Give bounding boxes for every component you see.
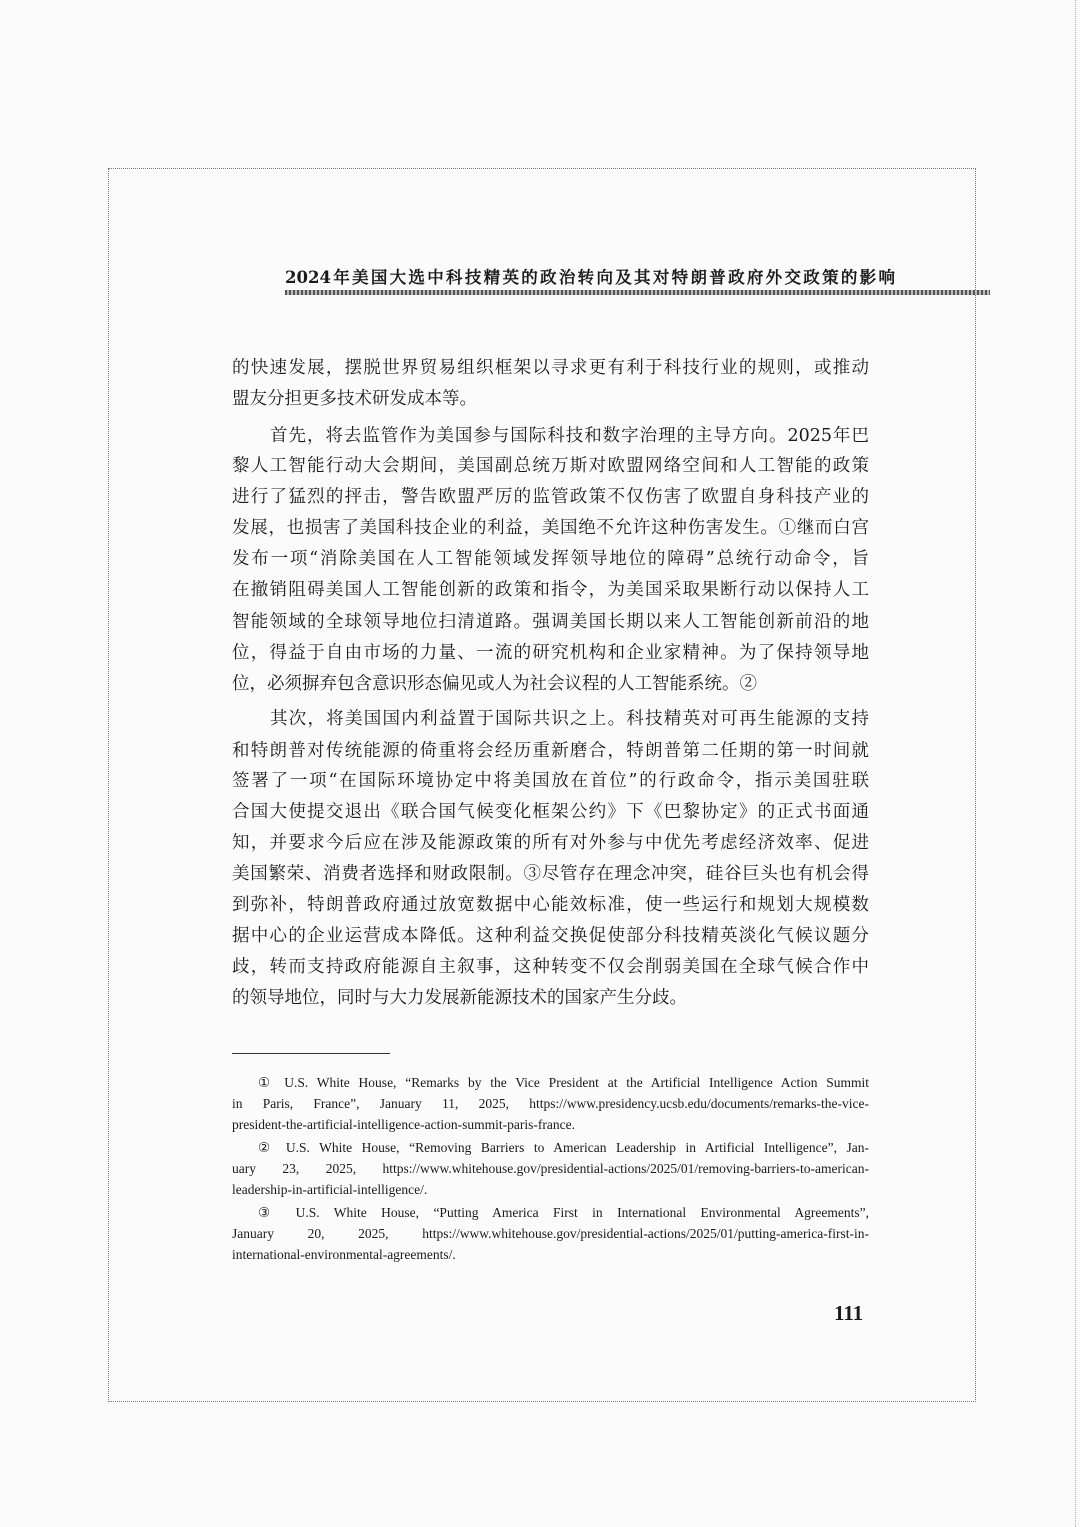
footnote-line: uary 23, 2025, https://www.whitehouse.gov/presidential-actions/2025/01/removing-barriers-to-american-	[232, 1161, 869, 1176]
footnote-line: ① U.S. White House, “Remarks by the Vice President at the Artificial Intelligence Action Summit	[258, 1075, 869, 1090]
footnote-line: leadership-in-artificial-intelligence/.	[232, 1182, 428, 1197]
text-line: 签署了一项“在国际环境协定中将美国放在首位”的行政命令，指示美国驻联	[232, 771, 869, 791]
text-line: 位，必须摒弃包含意识形态偏见或人为社会议程的人工智能系统。②	[232, 674, 757, 694]
text-line: 位，得益于自由市场的力量、一流的研究机构和企业家精神。为了保持领导地	[232, 643, 869, 663]
footnote-line: ③ U.S. White House, “Putting America First in International Environmental Agreements”,	[258, 1205, 869, 1220]
text-line: 据中心的企业运营成本降低。这种利益交换促使部分科技精英淡化气候议题分	[232, 926, 869, 946]
text-line: 美国繁荣、消费者选择和财政限制。③尽管存在理念冲突，硅谷巨头也有机会得	[232, 864, 869, 884]
text-line: 和特朗普对传统能源的倚重将会经历重新磨合，特朗普第二任期的第一时间就	[232, 741, 869, 761]
text-line: 发布一项“消除美国在人工智能领域发挥领导地位的障碍”总统行动命令，旨	[232, 549, 869, 569]
text-line: 盟友分担更多技术研发成本等。	[232, 389, 477, 409]
text-line: 的快速发展，摆脱世界贸易组织框架以寻求更有利于科技行业的规则，或推动	[232, 358, 869, 378]
text-line: 歧，转而支持政府能源自主叙事，这种转变不仅会削弱美国在全球气候合作中	[232, 957, 869, 977]
text-line: 黎人工智能行动大会期间，美国副总统万斯对欧盟网络空间和人工智能的政策	[232, 456, 869, 476]
text-line: 到弥补，特朗普政府通过放宽数据中心能效标准，使一些运行和规划大规模数	[232, 895, 869, 915]
footnote-line: president-the-artificial-intelligence-action-summit-paris-france.	[232, 1117, 575, 1132]
text-line: 的领导地位，同时与大力发展新能源技术的国家产生分歧。	[232, 988, 687, 1008]
text-line: 发展，也损害了美国科技企业的利益，美国绝不允许这种伤害发生。①继而白宫	[232, 518, 869, 538]
footnote-line: in Paris, France”, January 11, 2025, https://www.presidency.ucsb.edu/documents/remarks-the-vice-	[232, 1096, 869, 1111]
text-line: 智能领域的全球领导地位扫清道路。强调美国长期以来人工智能创新前沿的地	[232, 612, 869, 632]
text-line: 在撤销阻碍美国人工智能创新的政策和指令，为美国采取果断行动以保持人工	[232, 580, 869, 600]
footnote-line: ② U.S. White House, “Removing Barriers to American Leadership in Artificial Intelligence”, Jan-	[258, 1140, 869, 1155]
text-line: 其次，将美国国内利益置于国际共识之上。科技精英对可再生能源的支持	[270, 709, 869, 729]
text-line: 进行了猛烈的抨击，警告欧盟严厉的监管政策不仅伤害了欧盟自身科技产业的	[232, 487, 869, 507]
footnote-line: January 20, 2025, https://www.whitehouse.gov/presidential-actions/2025/01/putting-america-first-in-	[232, 1226, 869, 1241]
scan-edge	[1075, 0, 1076, 1527]
text-line: 合国大使提交退出《联合国气候变化框架公约》下《巴黎协定》的正式书面通	[232, 802, 869, 822]
text-line: 知，并要求今后应在涉及能源政策的所有对外参与中优先考虑经济效率、促进	[232, 833, 869, 853]
page-number: 111	[834, 1301, 864, 1325]
header-rule	[285, 290, 990, 295]
footnote-rule	[232, 1053, 390, 1054]
running-header: 2024年美国大选中科技精英的政治转向及其对特朗普政府外交政策的影响	[285, 268, 895, 287]
text-line: 首先，将去监管作为美国参与国际科技和数字治理的主导方向。2025年巴	[270, 426, 869, 446]
footnote-line: international-environmental-agreements/.	[232, 1247, 456, 1262]
